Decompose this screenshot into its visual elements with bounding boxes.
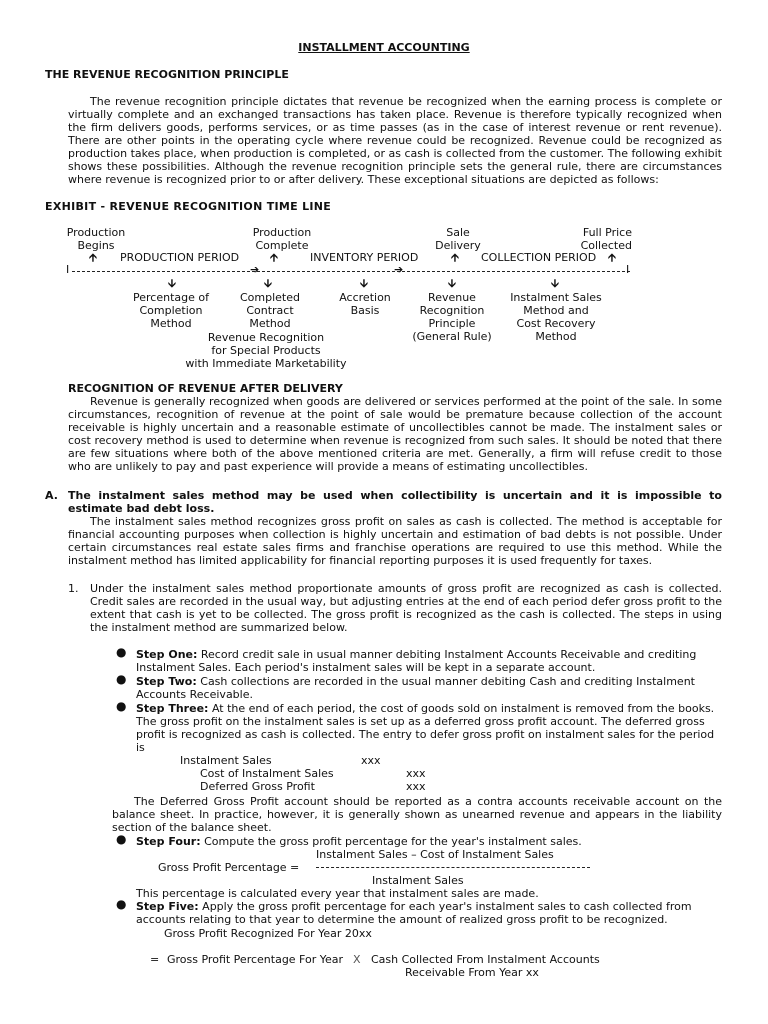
step-four: Step Four: Compute the gross profit percentage for the year's instalment sales. [136,835,582,848]
journal-credit1-amount: xxx [406,767,426,780]
bullet-icon: ● [116,699,127,713]
method-instalment-cost-recovery: Instalment Sales Method and Cost Recovery Method [510,291,602,343]
gp-formula-denominator: Instalment Sales [372,874,464,887]
journal-credit1-account: Cost of Instalment Sales [200,767,334,780]
item-1-text: Under the instalment sales method proportionate amounts of gross profit are recognized as cash is collected. Credit sales are recorded in the usual way, but adjusting entries at the end of each period defer gross profit to the extent that cash is yet to be collected. The gross profit is recognized as the cash is collected. The steps in using the instalment method are summarized below. [90,582,722,634]
journal-debit-account: Instalment Sales [180,754,272,767]
period-inventory: INVENTORY PERIOD [310,251,419,264]
step-one: Step One: Record credit sale in usual manner debiting Instalment Accounts Receivable and crediting Instalment Sales. Each period's instalment sales will be kept in a separate account. [136,648,697,674]
timeline-start: I [66,263,70,276]
down-arrow-icon: 🡫 [551,277,559,290]
page-title: INSTALLMENT ACCOUNTING [298,41,470,54]
recognized-formula-times: X [353,953,361,966]
timeline-label-sale-delivery: Sale Delivery [435,226,481,252]
timeline-arrow-icon: ➔ [394,263,404,276]
up-arrow-icon: 🡩 [270,251,278,264]
deferred-gross-profit-note: The Deferred Gross Profit account should be reported as a contra accounts receivable account on the balance sheet. In practice, however, it is generally shown as unearned revenue and appears in the liability section of the balance sheet. [112,795,722,834]
timeline-arrow-icon: ➔ [250,263,260,276]
journal-credit2-account: Deferred Gross Profit [200,780,315,793]
bullet-icon: ● [116,897,127,911]
period-collection: COLLECTION PERIOD [481,251,597,264]
section-a-heading: The instalment sales method may be used when collectibility is uncertain and it is impossible to estimate bad debt loss. [68,489,722,515]
step-five: Step Five: Apply the gross profit percentage for each year's instalment sales to cash collected from accounts relating to that year to determine the amount of realized gross profit to be recognized. [136,900,692,926]
revenue-principle-paragraph: The revenue recognition principle dictates that revenue be recognized when the earning process is complete or virtually complete and an exchanged transactions has taken place. Revenue is therefore typically recognized when the firm delivers goods, performs services, or as time passes (as in the case of interest revenue or rent revenue). There are other points in the operating cycle where revenue could be recognized. Revenue could be recognized as production takes place, when production is completed, or as cash is collected from the customer. The following exhibit shows these possibilities. Although the revenue recognition principle sets the general rule, there are circumstances where revenue is recognized prior to or after delivery. These exceptional situations are depicted as follows: [68,95,722,186]
recognized-formula-term1: Gross Profit Percentage For Year [167,953,344,966]
journal-credit2-amount: xxx [406,780,426,793]
method-percentage-completion: Percentage of Completion Method [133,291,209,330]
section-a-marker: A. [45,489,58,502]
method-accretion-basis: Accretion Basis [339,291,391,317]
step-two: Step Two: Cash collections are recorded in the usual manner debiting Cash and crediting Instalment Accounts Receivable. [136,675,695,701]
gp-formula-note: This percentage is calculated every year that instalment sales are made. [136,887,539,900]
bullet-icon: ● [116,672,127,686]
timeline-label-production-begins: Production Begins [66,226,126,252]
recognized-formula-equals: = [150,953,160,966]
method-completed-contract: Completed Contract Method [240,291,300,330]
after-delivery-paragraph: Revenue is generally recognized when goods are delivered or services performed at the point of the sale. In some circumstances, recognition of revenue at the point of sale would be premature because collection of the account receivable is highly uncertain and a reasonable estimate of uncollectibles cannot be made. The instalment sales or cost recovery method is used to determine when revenue is recognized from such sales. It should be noted that there are few situations where both of the above mentioned criteria are met. Generally, a firm will refuse credit to those who are unlikely to pay and past experience will provide a means of estimating uncollectibles. [68,395,722,473]
exhibit-heading: EXHIBIT - REVENUE RECOGNITION TIME LINE [45,200,332,213]
step-three: Step Three: At the end of each period, the cost of goods sold on instalment is removed from the books. The gross profit on the instalment sales is set up as a deferred gross profit account. The deferred gross profit is recognized as cash is collected. The entry to defer gross profit on instalment sales for the period is [136,702,715,754]
down-arrow-icon: 🡫 [168,277,176,290]
special-products-note: Revenue Recognition for Special Products with Immediate Marketability [185,331,347,370]
item-1-marker: 1. [68,582,79,595]
journal-debit-amount: xxx [361,754,381,767]
period-production: PRODUCTION PERIOD [120,251,240,264]
down-arrow-icon: 🡫 [448,277,456,290]
bullet-icon: ● [116,645,127,659]
down-arrow-icon: 🡫 [264,277,272,290]
timeline-label-full-price: Full Price Collected [580,226,632,252]
gp-formula-label: Gross Profit Percentage = [158,861,300,874]
up-arrow-icon: 🡩 [89,251,97,264]
bullet-icon: ● [116,832,127,846]
up-arrow-icon: 🡩 [608,251,616,264]
method-revenue-recognition: Revenue Recognition Principle (General Rule) [412,291,492,343]
gp-formula-fraction-line [316,867,590,868]
section-heading-revenue-principle: THE REVENUE RECOGNITION PRINCIPLE [45,68,289,81]
recognized-formula-line1: Gross Profit Recognized For Year 20xx [164,927,372,940]
gp-formula-numerator: Instalment Sales – Cost of Instalment Sales [316,848,554,861]
section-heading-after-delivery: RECOGNITION OF REVENUE AFTER DELIVERY [68,382,343,395]
recognized-formula-term2b: Receivable From Year xx [405,966,539,979]
down-arrow-icon: 🡫 [360,277,368,290]
timeline-line [72,271,630,272]
up-arrow-icon: 🡩 [451,251,459,264]
timeline-end: I [626,263,630,276]
section-a-paragraph: The instalment sales method recognizes gross profit on sales as cash is collected. The method is acceptable for financial accounting purposes when collection is highly uncertain and estimation of bad debts is not possible. Under certain circumstances real estate sales firms and franchise operations are required to use this method. While the instalment method has limited applicability for financial reporting purposes it is used frequently for taxes. [68,515,722,567]
recognized-formula-term2: Cash Collected From Instalment Accounts [371,953,600,966]
timeline-label-production-complete: Production Complete [252,226,312,252]
